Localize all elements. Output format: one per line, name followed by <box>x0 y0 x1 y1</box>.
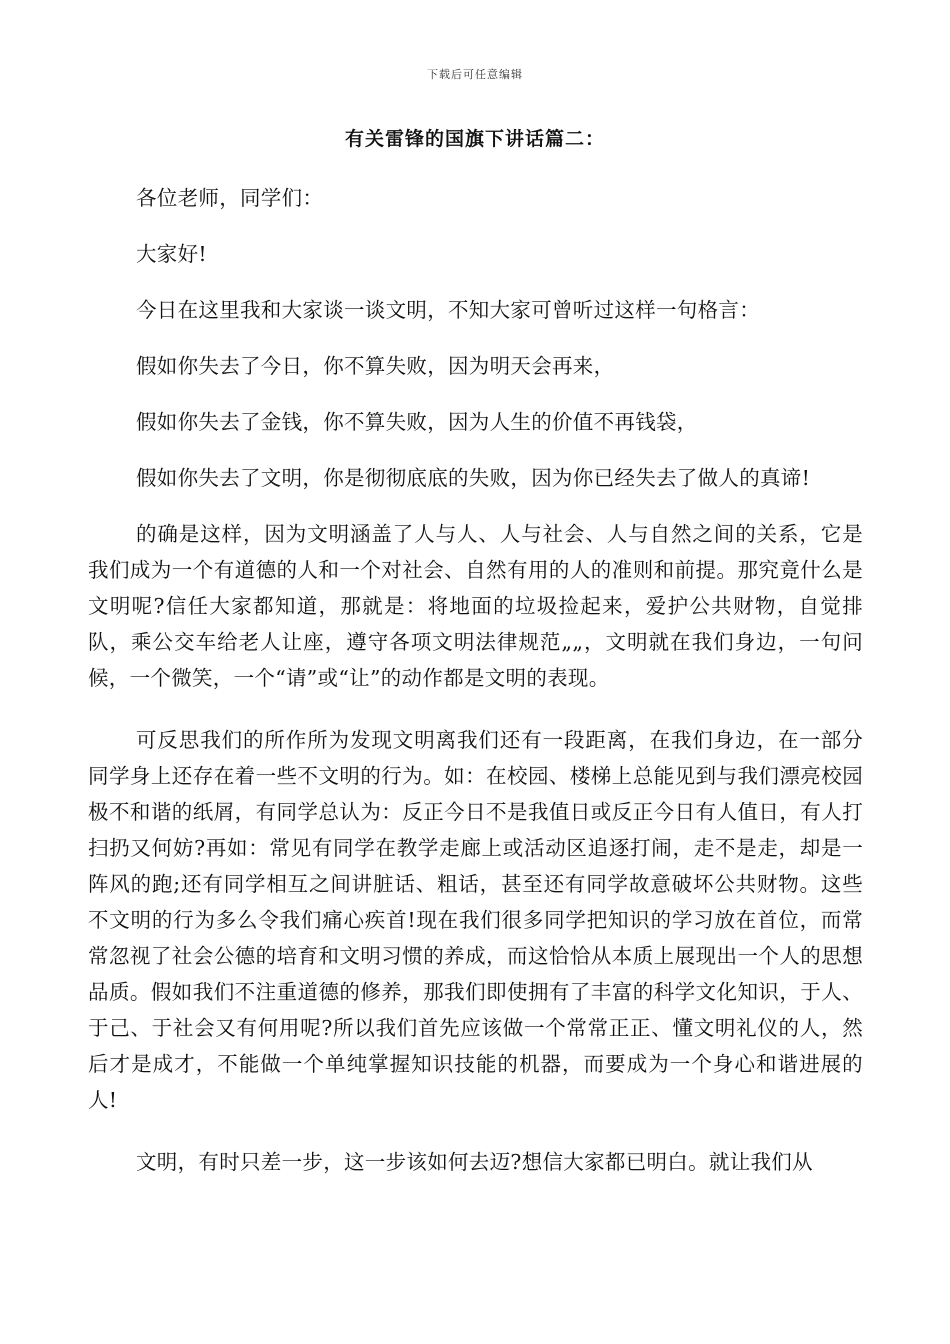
document-title: 有关雷锋的国旗下讲话篇二： <box>344 128 605 150</box>
paragraph-reflection: 可反思我们的所作所为发现文明离我们还有一段距离，在我们身边，在一部分同学身上还存在着一些不文明的行为。如：在校园、楼梯上总能见到与我们漂亮校园极不和谐的纸屑，有同学总认为：反正今日不是我值日或反正今日有人值日，有人打扫扔又何妨?再如：常见有同学在教学走廊上或活动区追逐打闹，走不是走，却是一阵风的跑;还有同学相互之间讲脏话、粗话，甚至还有同学故意破坏公共财物。这些不文明的行为多么令我们痛心疾首!现在我们很多同学把知识的学习放在首位，而常常忽视了社会公德的培育和文明习惯的养成，而这恰恰从本质上展现出一个人的思想品质。假如我们不注重道德的修养，那我们即使拥有了丰富的科学文化知识，于人、于己、于社会又有何用呢?所以我们首先应该做一个常常正正、懂文明礼仪的人，然后才是成才，不能做一个单纯掌握知识技能的机器，而要成为一个身心和谐进展的人! <box>88 728 863 1112</box>
paragraph-hello: 大家好! <box>136 242 207 266</box>
paragraph-closing: 文明，有时只差一步，这一步该如何去迈?想信大家都已明白。就让我们从 <box>136 1150 813 1174</box>
header-note: 下载后可任意编辑 <box>427 68 523 81</box>
paragraph-intro: 今日在这里我和大家谈一谈文明，不知大家可曾听过这样一句格言： <box>136 298 760 322</box>
paragraph-civility: 的确是这样，因为文明涵盖了人与人、人与社会、人与自然之间的关系，它是我们成为一个有道德的人和一个对社会、自然有用的人的准则和前提。那究竟什么是文明呢?信任大家都知道，那就是：将地面的垃圾捡起来，爱护公共财物，自觉排队，乘公交车给老人让座，遵守各项文明法律规范„„，文明就在我们身边，一句问候，一个微笑，一个“请”或“让”的动作都是文明的表现。 <box>88 522 863 690</box>
document-body <box>88 180 863 1180</box>
paragraph-greeting: 各位老师，同学们： <box>136 186 324 210</box>
paragraph-maxim-2: 假如你失去了金钱，你不算失败，因为人生的价值不再钱袋， <box>136 410 698 434</box>
paragraph-maxim-3: 假如你失去了文明，你是彻彻底底的失败，因为你已经失去了做人的真谛! <box>136 466 811 490</box>
paragraph-maxim-1: 假如你失去了今日，你不算失败，因为明天会再来， <box>136 354 615 378</box>
